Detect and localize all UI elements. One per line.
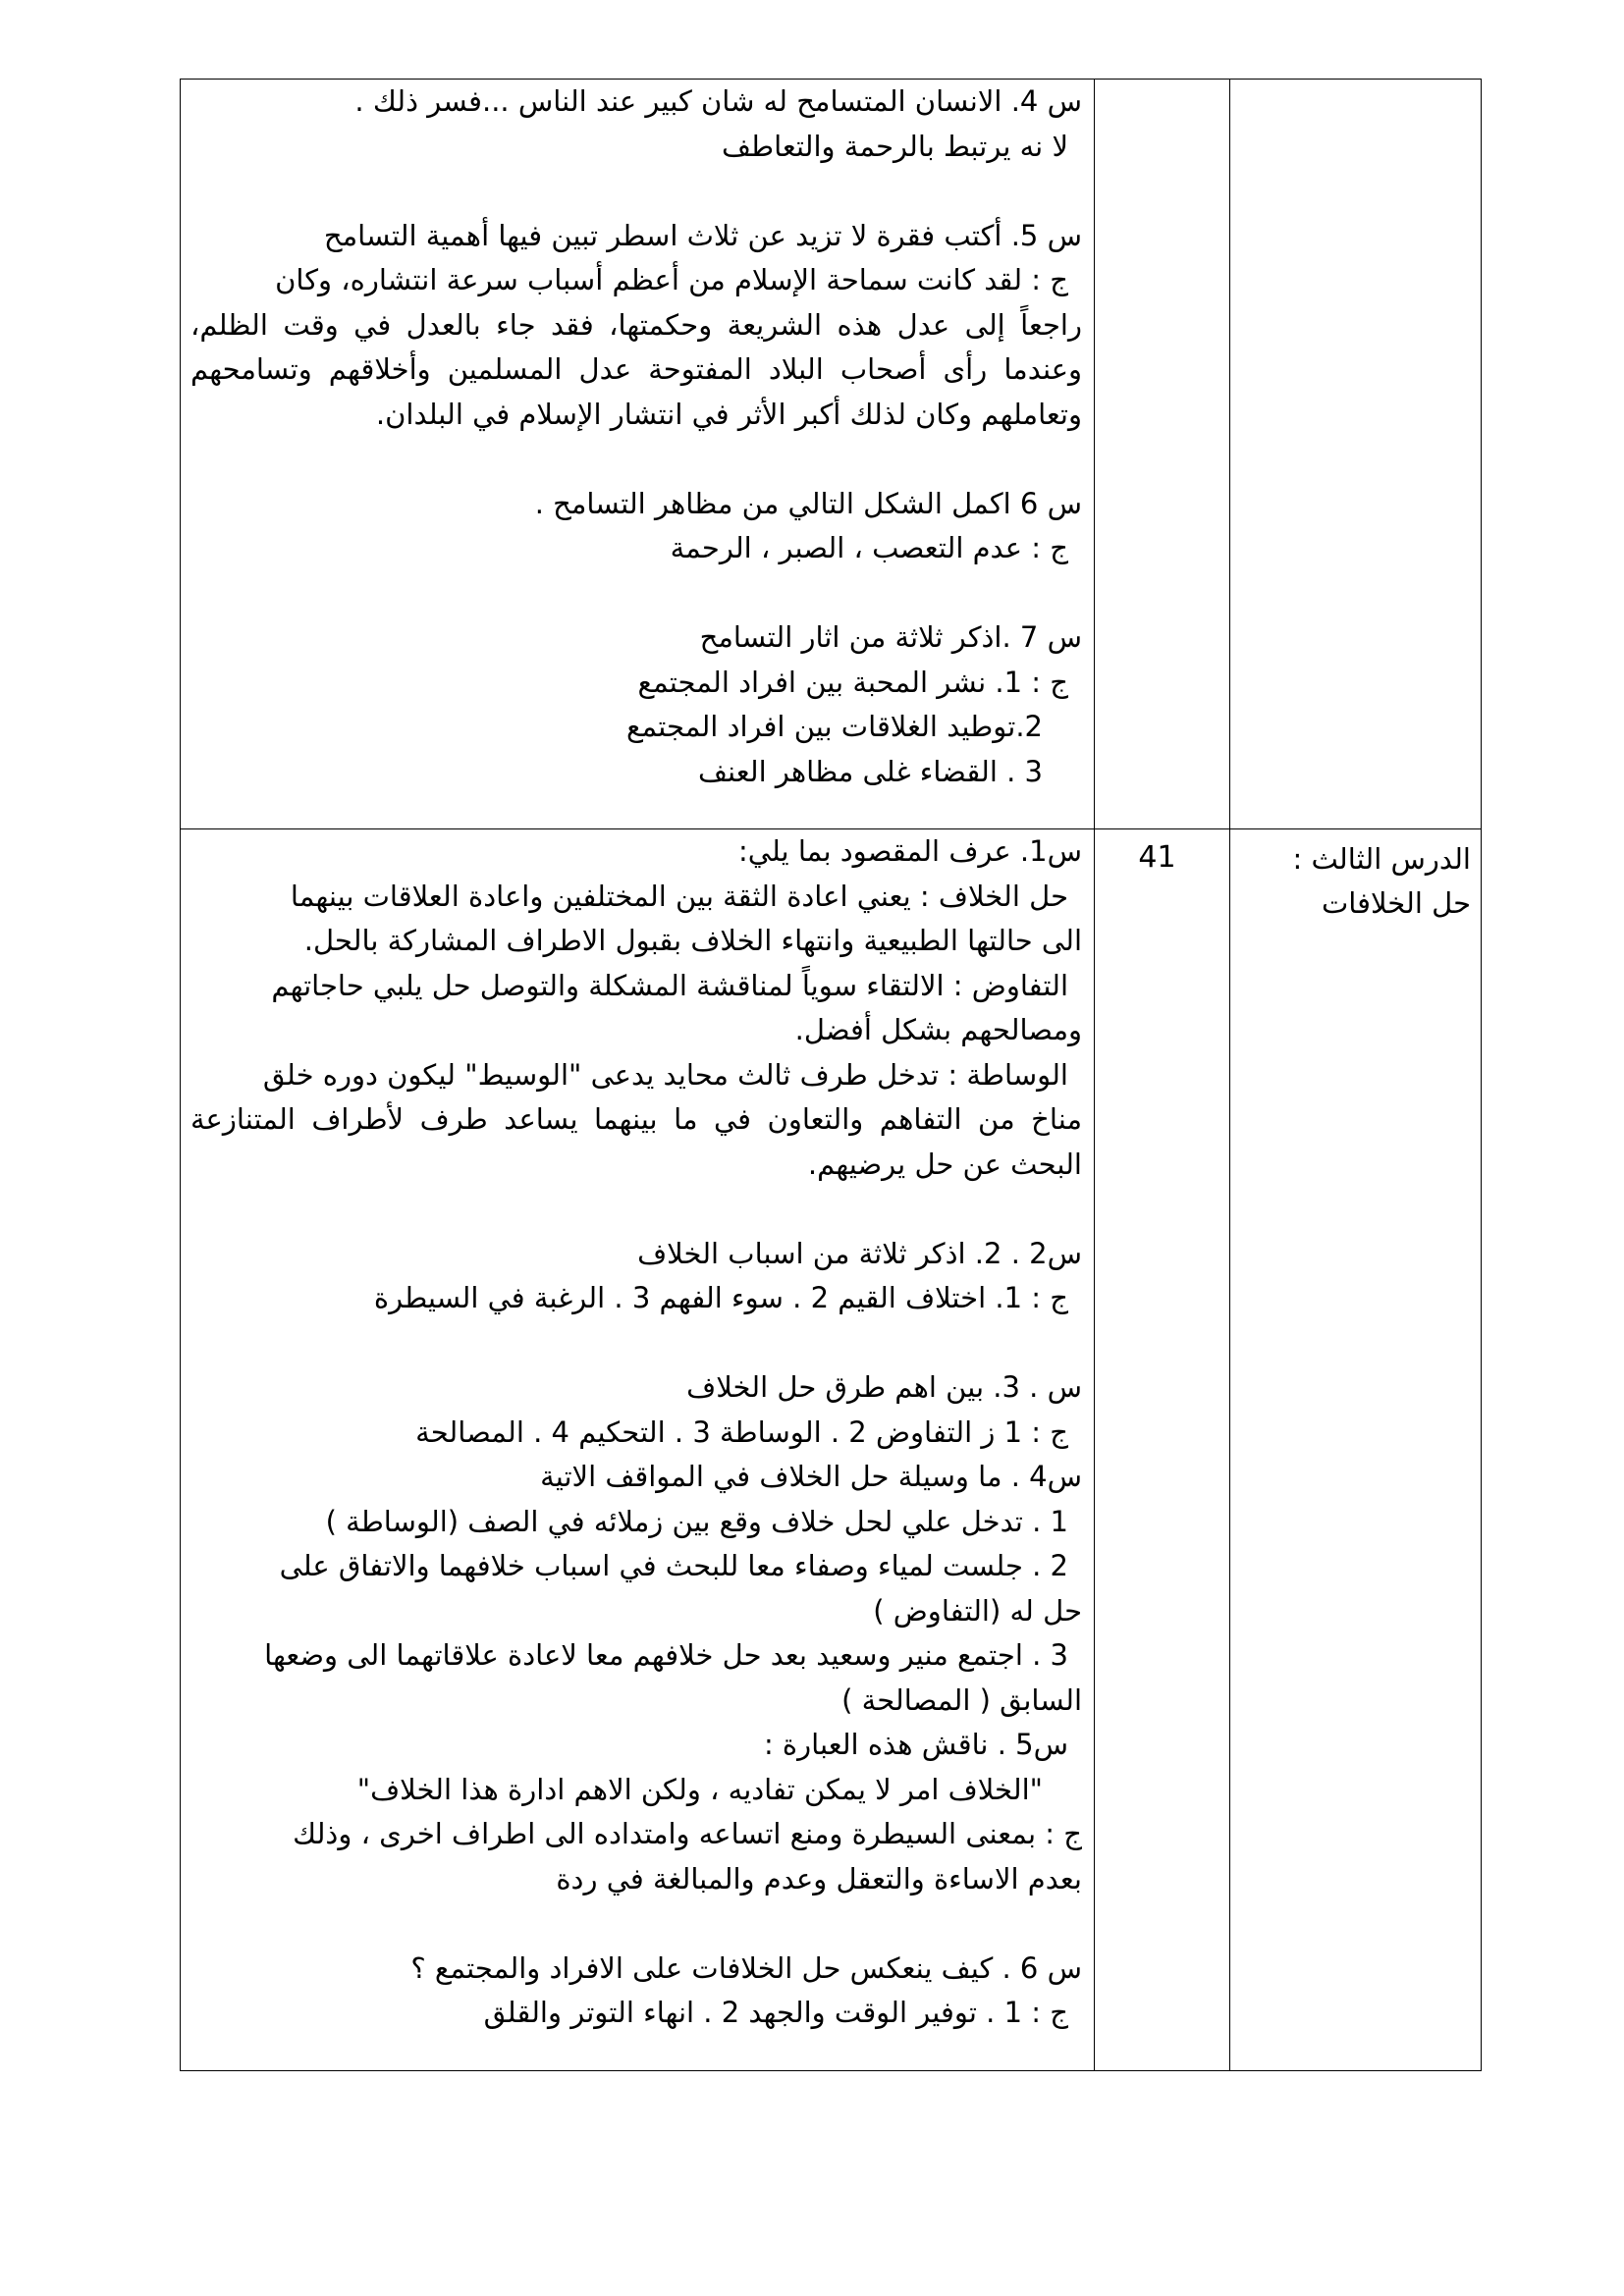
text-line: 2 . جلست لمياء وصفاء معا للبحث في اسباب خلافهما والاتفاق على xyxy=(279,1549,1068,1582)
text-line: ج : 1. نشر المحبة بين افراد المجتمع xyxy=(637,665,1068,699)
text-line: وتعاملهم وكان لذلك أكبر الأثر في انتشار الإسلام في البلدان. xyxy=(375,397,1082,431)
text-line: س 5. أكتب فقرة لا تزيد عن ثلاث اسطر تبين فيها أهمية التسامح xyxy=(323,218,1082,252)
content-cell xyxy=(181,829,1095,2071)
text-line: حل له (التفاوض ) xyxy=(873,1593,1082,1628)
text-line: الى حالتها الطبيعية وانتهاء الخلاف بقبول الاطراف المشاركة بالحل. xyxy=(303,924,1082,957)
text-line: مناخ من التفاهم والتعاون في ما بينهما يساعد طرف لأطراف المتنازعة xyxy=(190,1102,1082,1136)
lesson-title xyxy=(1230,829,1481,926)
text-line: س 4. الانسان المتسامح له شان كبير عند الناس ...فسر ذلك . xyxy=(354,84,1082,118)
lesson-title-cell xyxy=(1230,80,1482,829)
table-row xyxy=(181,80,1482,829)
content-text xyxy=(181,80,1094,794)
text-line: س4 . ما وسيلة حل الخلاف في المواقف الاتية xyxy=(540,1460,1082,1493)
text-line: البحث عن حل يرضيهم. xyxy=(807,1147,1082,1181)
text-line: ج : عدم التعصب ، الصبر ، الرحمة xyxy=(670,531,1068,564)
text-line: 1 . تدخل علي لحل خلاف وقع بين زملائه في الصف (الوساطة ) xyxy=(325,1504,1068,1538)
text-line: س2 . 2. اذكر ثلاثة من اسباب الخلاف xyxy=(637,1236,1082,1270)
lesson-title-cell xyxy=(1230,829,1482,2071)
text-line: التفاوض : الالتقاء سوياً لمناقشة المشكلة والتوصل حل يلبي حاجاتهم xyxy=(271,968,1068,1002)
text-line: س . 3. بين اهم طرق حل الخلاف xyxy=(686,1370,1082,1404)
table-row xyxy=(181,829,1482,2071)
text-line: ومصالحهم بشكل أفضل. xyxy=(794,1013,1082,1046)
text-line: ج : 1 ز التفاوض 2 . الوساطة 3 . التحكيم 4 . المصالحة xyxy=(415,1415,1068,1449)
text-line: حل الخلاف : يعني اعادة الثقة بين المختلفين واعادة العلاقات بينهما xyxy=(290,879,1068,913)
page-number xyxy=(1095,80,1229,85)
page-number-cell xyxy=(1095,80,1230,829)
text-line: بعدم الاساءة والتعقل وعدم والمبالغة في ردة xyxy=(556,1861,1082,1896)
text-line: س 6 . كيف ينعكس حل الخلافات على الافراد والمجتمع ؟ xyxy=(410,1950,1082,1985)
content-cell xyxy=(181,80,1095,829)
text-line: الوساطة : تدخل طرف ثالث محايد يدعى "الوسيط" ليكون دوره خلق xyxy=(262,1057,1068,1092)
text-line: "الخلاف امر لا يمكن تفاديه ، ولكن الاهم ادارة هذا الخلاف" xyxy=(356,1772,1043,1806)
page-number: 41 xyxy=(1138,840,1176,875)
lesson-table xyxy=(180,79,1482,2071)
text-line: ج : 1 . توفير الوقت والجهد 2 . انهاء التوتر والقلق xyxy=(483,1996,1068,2029)
text-line: راجعاً إلى عدل هذه الشريعة وحكمتها، فقد جاء بالعدل في وقت الظلم، xyxy=(190,307,1082,342)
text-line: 3 . اجتمع منير وسعيد بعد حل خلافهم معا لاعادة علاقاتهما الى وضعها xyxy=(264,1638,1068,1672)
lesson-title xyxy=(1230,80,1481,87)
blank-line xyxy=(190,169,1082,214)
text-line: لا نه يرتبط بالرحمة والتعاطف xyxy=(721,129,1068,163)
blank-line xyxy=(190,1321,1082,1366)
blank-line xyxy=(190,1901,1082,1947)
text-line: ج : لقد كانت سماحة الإسلام من أعظم أسباب سرعة انتشاره، وكان xyxy=(275,263,1068,296)
text-line: 2.توطيد الغلاقات بين افراد المجتمع xyxy=(626,710,1043,743)
blank-line xyxy=(190,571,1082,616)
text-line: وعندما رأى أصحاب البلاد المفتوحة عدل المسلمين وأخلاقهم وتسامحهم xyxy=(190,352,1082,386)
lesson-title-line: الدرس الثالث : xyxy=(1292,842,1471,876)
blank-line xyxy=(190,1187,1082,1232)
text-line: 3 . القضاء غلى مظاهر العنف xyxy=(698,754,1043,788)
text-line: ج : 1. اختلاف القيم 2 . سوء الفهم 3 . الرغبة في السيطرة xyxy=(373,1281,1068,1314)
page-number-cell xyxy=(1095,829,1230,2071)
content-text xyxy=(181,829,1094,2036)
text-line: السابق ( المصالحة ) xyxy=(841,1682,1082,1717)
lesson-title-line: حل الخلافات xyxy=(1321,886,1471,920)
text-line: س 6 اكمل الشكل التالي من مظاهر التسامح . xyxy=(534,486,1082,520)
text-line: س 7 .اذكر ثلاثة من اثار التسامح xyxy=(699,620,1082,654)
text-line: ج : بمعنى السيطرة ومنع اتساعه وامتداده الى اطراف اخرى ، وذلك xyxy=(293,1817,1082,1850)
text-line: س5 . ناقش هذه العبارة : xyxy=(763,1728,1068,1761)
blank-line xyxy=(190,437,1082,482)
text-line: س1. عرف المقصود بما يلي: xyxy=(738,834,1082,868)
